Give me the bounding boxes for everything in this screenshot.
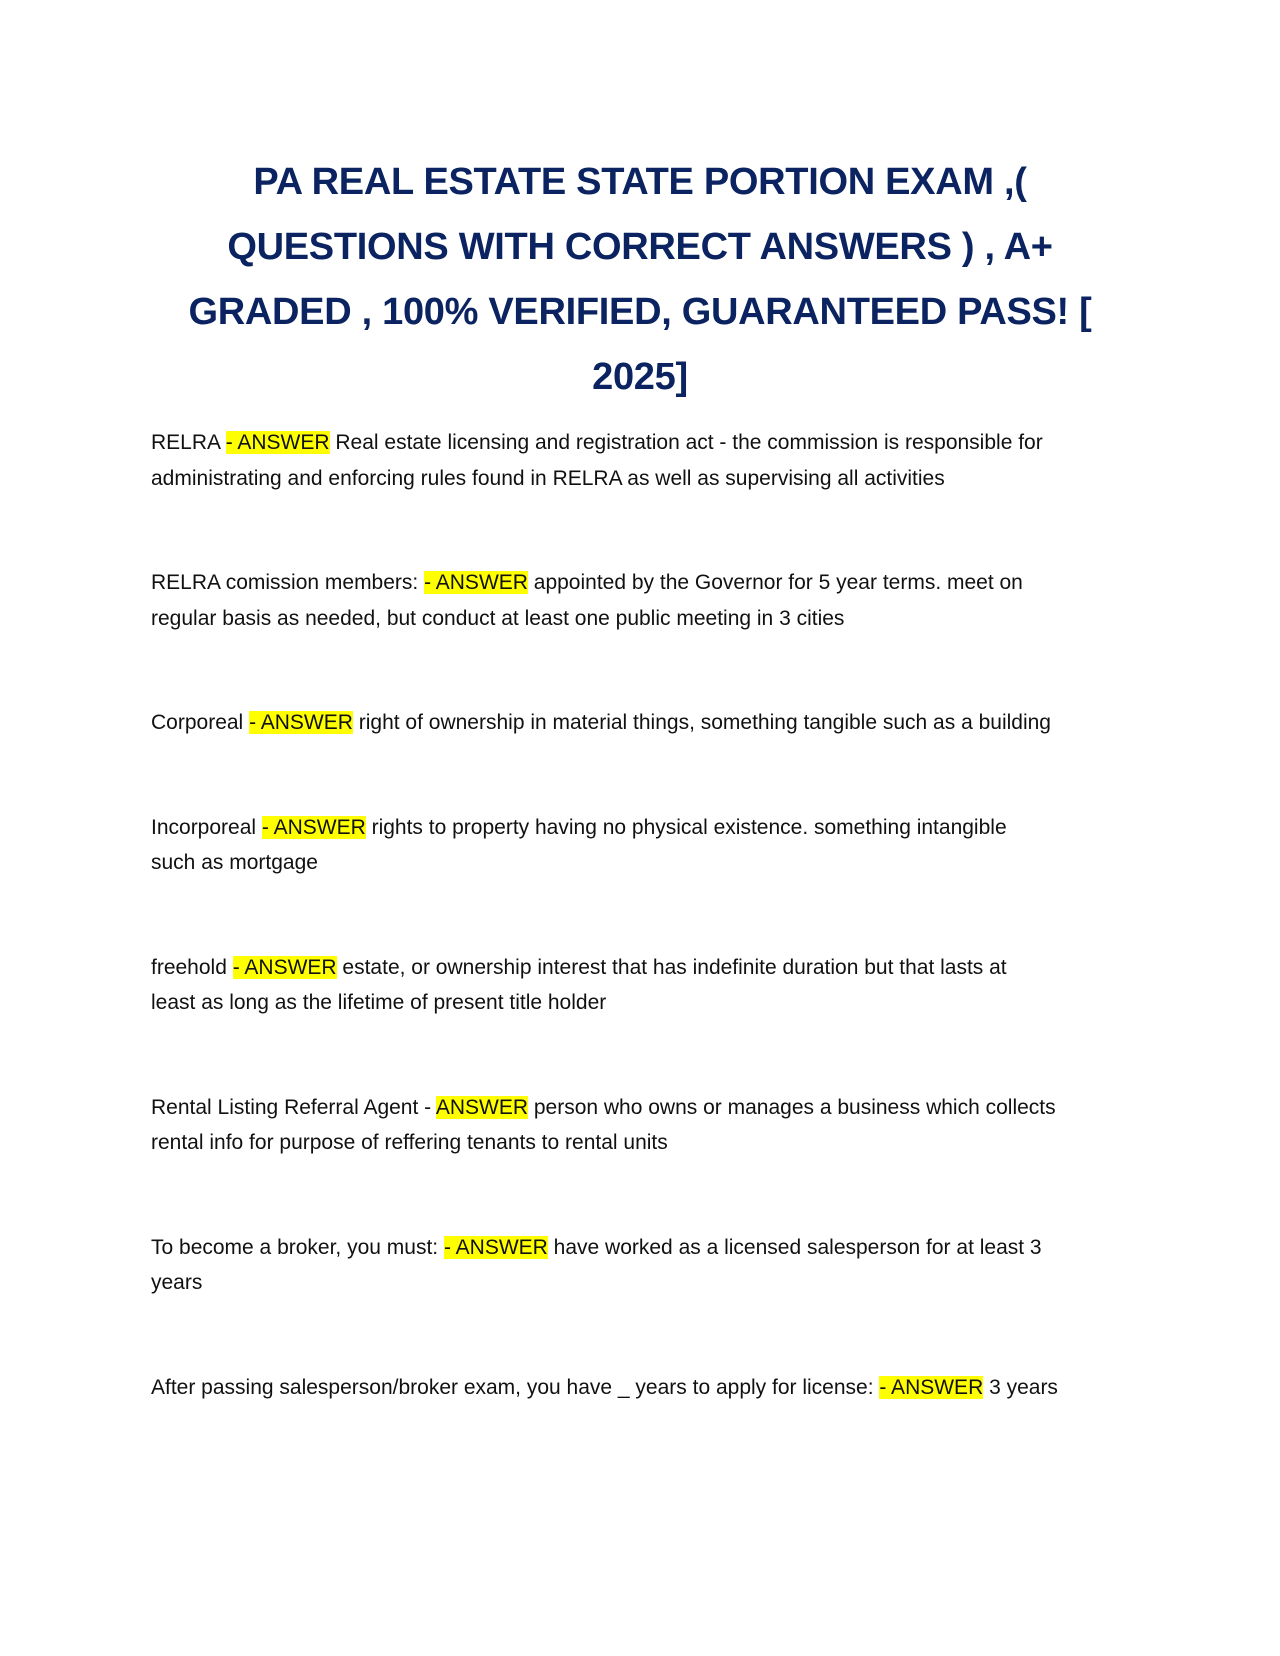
entry-answer: person who owns or manages a business which collects: [528, 1095, 1056, 1119]
title-line: GRADED , 100% VERIFIED, GUARANTEED PASS! [: [188, 291, 1092, 333]
qa-entry-rental-listing-referral-agent: [151, 1090, 1141, 1161]
qa-list: [151, 425, 1141, 1474]
entry-answer: Real estate licensing and registration act - the commission is responsible for: [329, 431, 1043, 454]
qa-entry-freehold: [151, 950, 1141, 1021]
entry-line: [151, 425, 1141, 461]
answer-marker: - ANSWER: [232, 955, 337, 979]
entry-term: After passing salesperson/broker exam, you have _ years to apply for license:: [151, 1375, 880, 1399]
entry-line: [151, 810, 1141, 846]
entry-answer: rights to property having no physical existence. something intangible: [365, 815, 1007, 839]
answer-marker: - ANSWER: [424, 571, 528, 594]
entry-term: Rental Listing Referral Agent -: [151, 1095, 436, 1119]
entry-term: To become a broker, you must:: [151, 1235, 444, 1259]
entry-line: [151, 1090, 1141, 1126]
answer-marker: ANSWER: [435, 1095, 529, 1119]
title-line: PA REAL ESTATE STATE PORTION EXAM ,(: [253, 161, 1027, 203]
entry-answer: 3 years: [983, 1375, 1058, 1399]
entry-term: RELRA: [151, 431, 226, 454]
entry-answer: have worked as a licensed salesperson for at least 3: [547, 1235, 1042, 1259]
entry-answer: estate, or ownership interest that has indefinite duration but that lasts at: [336, 955, 1007, 979]
entry-line: [151, 565, 1141, 601]
entry-term: Corporeal: [151, 711, 250, 734]
title-line: 2025]: [592, 356, 688, 398]
answer-marker: - ANSWER: [879, 1375, 984, 1399]
entry-line: [151, 1370, 1141, 1406]
qa-entry-commission-members: [151, 565, 1141, 636]
entry-answer-continued: such as mortgage: [151, 851, 318, 874]
entry-line: [151, 705, 1141, 741]
answer-marker: - ANSWER: [261, 815, 366, 839]
title-line: QUESTIONS WITH CORRECT ANSWERS ) , A+: [227, 226, 1053, 268]
entry-term: Incorporeal: [151, 815, 262, 839]
document-title: [150, 150, 1130, 410]
answer-marker: - ANSWER: [443, 1235, 548, 1259]
entry-answer-continued: regular basis as needed, but conduct at least one public meeting in 3 cities: [151, 606, 845, 630]
entry-answer-continued: years: [151, 1271, 203, 1294]
qa-entry-become-broker: [151, 1230, 1141, 1301]
entry-term: freehold: [151, 955, 233, 979]
entry-term: RELRA comission members:: [151, 571, 425, 594]
entry-answer-continued: rental info for purpose of reffering tenants to rental units: [151, 1131, 668, 1154]
answer-marker: - ANSWER: [249, 711, 353, 734]
answer-marker: - ANSWER: [225, 431, 330, 454]
entry-answer-continued: least as long as the lifetime of present title holder: [151, 991, 607, 1014]
qa-entry-corporeal: [151, 705, 1141, 741]
entry-answer: appointed by the Governor for 5 year terms. meet on: [527, 571, 1023, 594]
entry-answer-continued: administrating and enforcing rules found in RELRA as well as supervising all activities: [151, 466, 945, 490]
entry-line: [151, 1230, 1141, 1266]
qa-entry-relra: [151, 425, 1141, 496]
entry-answer: right of ownership in material things, something tangible such as a building: [352, 711, 1051, 734]
qa-entry-incorporeal: [151, 810, 1141, 881]
qa-entry-apply-for-license: [151, 1370, 1141, 1406]
entry-line: [151, 950, 1141, 986]
